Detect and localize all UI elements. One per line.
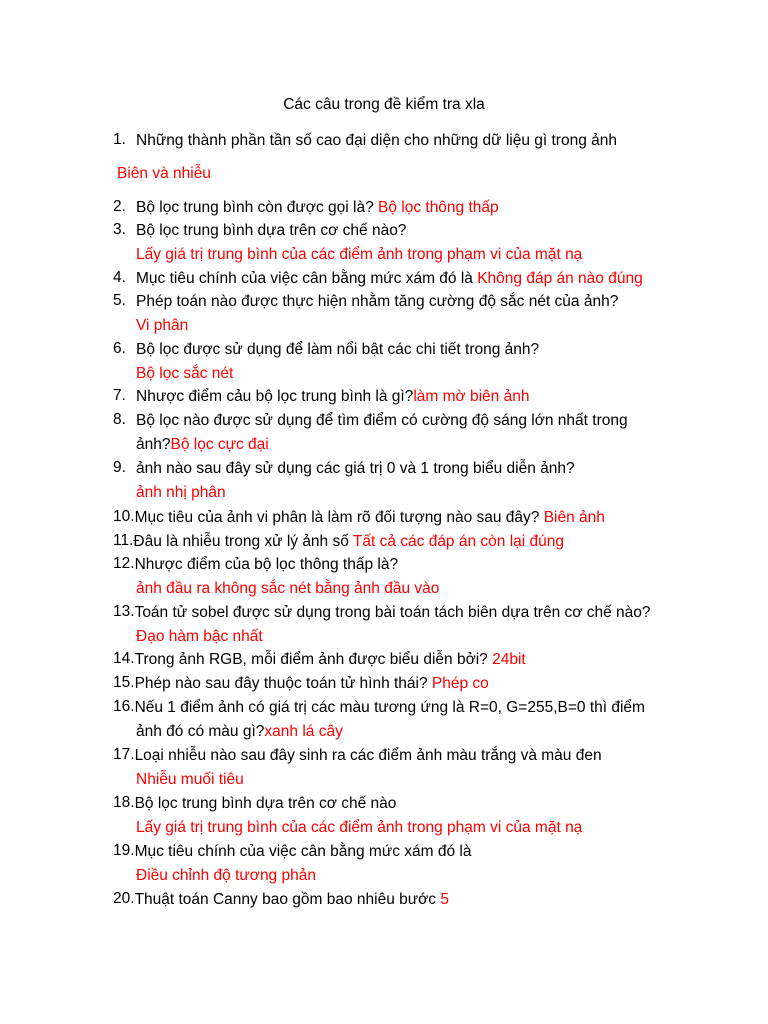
question-number: 20. — [113, 890, 135, 907]
question-number: 14. — [113, 650, 135, 667]
question-text: Đâu là nhiễu trong xử lý ảnh số — [133, 533, 353, 550]
question-text: Phép nào sau đây thuộc toán tử hình thái? — [134, 675, 432, 692]
question-text: Thuật toán Canny bao gồm bao nhiêu bước — [134, 891, 441, 908]
answer-16: xanh lá cây — [264, 723, 343, 740]
answer-5: Vi phân — [136, 317, 189, 334]
answer-19: Điều chỉnh độ tương phản — [136, 867, 316, 884]
answer-14: 24bit — [492, 651, 526, 668]
question-text: Bộ lọc trung bình dựa trên cơ chế nào — [134, 795, 397, 812]
answer-4: Không đáp án nào đúng — [477, 270, 643, 287]
question-text: Bộ lọc trung bình còn được gọi là? — [136, 199, 378, 216]
question-text: Toán tử sobel được sử dụng trong bài toán tách biên dựa trên cơ chế nào? — [134, 604, 651, 621]
question-2 — [136, 198, 499, 218]
question-16-continued — [136, 722, 343, 742]
question-text: Nếu 1 điểm ảnh có giá trị các màu tương ứng là R=0, G=255,B=0 thì điểm — [134, 699, 645, 716]
question-11 — [133, 532, 564, 552]
answer-18: Lấy giá trị trung bình của các điểm ảnh trong phạm vi của mặt nạ — [136, 819, 583, 836]
question-number: 15. — [113, 674, 135, 691]
question-number: 10. — [113, 508, 135, 525]
question-19 — [135, 842, 472, 862]
question-12 — [135, 555, 399, 575]
question-18 — [135, 794, 397, 814]
question-17 — [135, 746, 602, 766]
question-text: Bộ lọc được sử dụng để làm nổi bật các chi tiết trong ảnh? — [136, 341, 540, 358]
question-text: Mục tiêu chính của việc cân bằng mức xám đó là — [134, 843, 472, 860]
question-number: 13. — [113, 603, 135, 620]
answer-6: Bộ lọc sắc nét — [136, 365, 234, 382]
question-9 — [136, 459, 575, 479]
question-number: 19. — [113, 842, 135, 859]
question-text: Nhược điểm của bộ lọc thông thấp là? — [134, 556, 399, 573]
question-13 — [135, 603, 651, 623]
question-7 — [136, 387, 529, 407]
question-number: 8. — [113, 411, 126, 428]
question-number: 7. — [113, 387, 126, 404]
question-number: 6. — [113, 340, 126, 357]
answer-17: Nhiễu muối tiêu — [136, 771, 244, 788]
answer-7: làm mờ biên ảnh — [413, 388, 530, 405]
document-title: Các câu trong đề kiểm tra xla — [283, 96, 485, 113]
question-6 — [136, 340, 539, 360]
question-number: 3. — [113, 221, 126, 238]
answer-11: Tất cả các đáp án còn lại đúng — [352, 533, 565, 550]
question-text: Trong ảnh RGB, mỗi điểm ảnh được biểu diễn bởi? — [134, 651, 493, 668]
question-text: Mục tiêu của ảnh vi phân là làm rõ đối tượng nào sau đây? — [134, 509, 544, 526]
question-text: Bộ lọc nào được sử dụng để tìm điểm có cường độ sáng lớn nhất trong — [136, 412, 628, 429]
question-number: 18. — [113, 794, 135, 811]
question-number: 9. — [113, 459, 126, 476]
answer-2: Bộ lọc thông thấp — [378, 199, 499, 216]
answer-1: Biên và nhiễu — [117, 165, 211, 182]
question-text: Nhược điểm cảu bộ lọc trung bình là gì? — [136, 388, 414, 405]
question-number: 11. — [113, 532, 134, 549]
answer-10: Biên ảnh — [543, 509, 605, 526]
question-text: Loại nhiễu nào sau đây sinh ra các điểm ảnh màu trắng và màu đen — [134, 747, 602, 764]
question-text: ảnh đó có màu gì? — [136, 723, 265, 740]
question-text: ảnh? — [136, 436, 171, 453]
question-number: 12. — [113, 555, 135, 572]
question-14 — [135, 650, 526, 670]
question-text: ảnh nào sau đây sử dụng các giá trị 0 và 1 trong biểu diễn ảnh? — [136, 460, 575, 477]
question-16 — [135, 698, 645, 718]
question-20 — [135, 890, 449, 910]
answer-9: ảnh nhị phân — [136, 484, 226, 501]
question-5 — [136, 292, 618, 312]
answer-13: Đạo hàm bậc nhất — [136, 628, 263, 645]
question-text: Phép toán nào được thực hiện nhằm tăng cường độ sắc nét của ảnh? — [136, 293, 619, 310]
answer-20: 5 — [440, 891, 449, 908]
answer-12: ảnh đầu ra không sắc nét bằng ảnh đầu vào — [136, 580, 440, 597]
question-number: 1. — [113, 131, 126, 148]
question-8 — [136, 411, 628, 431]
question-number: 4. — [113, 269, 126, 286]
question-4 — [136, 269, 643, 289]
question-10 — [135, 508, 605, 528]
question-number: 5. — [113, 292, 126, 309]
answer-3: Lấy giá trị trung bình của các điểm ảnh trong phạm vi của mặt nạ — [136, 246, 583, 263]
question-8-continued — [136, 435, 269, 455]
question-number: 16. — [113, 698, 135, 715]
question-text: Bộ lọc trung bình dựa trên cơ chế nào? — [136, 222, 407, 239]
question-text: Những thành phần tần số cao đại diện cho những dữ liệu gì trong ảnh — [136, 132, 617, 149]
question-number: 2. — [113, 198, 126, 215]
question-1 — [136, 131, 617, 151]
question-number: 17. — [113, 746, 135, 763]
answer-15: Phép co — [431, 675, 489, 692]
question-text: Mục tiêu chính của việc cân bằng mức xám đó là — [136, 270, 478, 287]
question-15 — [135, 674, 489, 694]
answer-8: Bộ lọc cực đại — [170, 436, 269, 453]
question-3 — [136, 221, 406, 241]
